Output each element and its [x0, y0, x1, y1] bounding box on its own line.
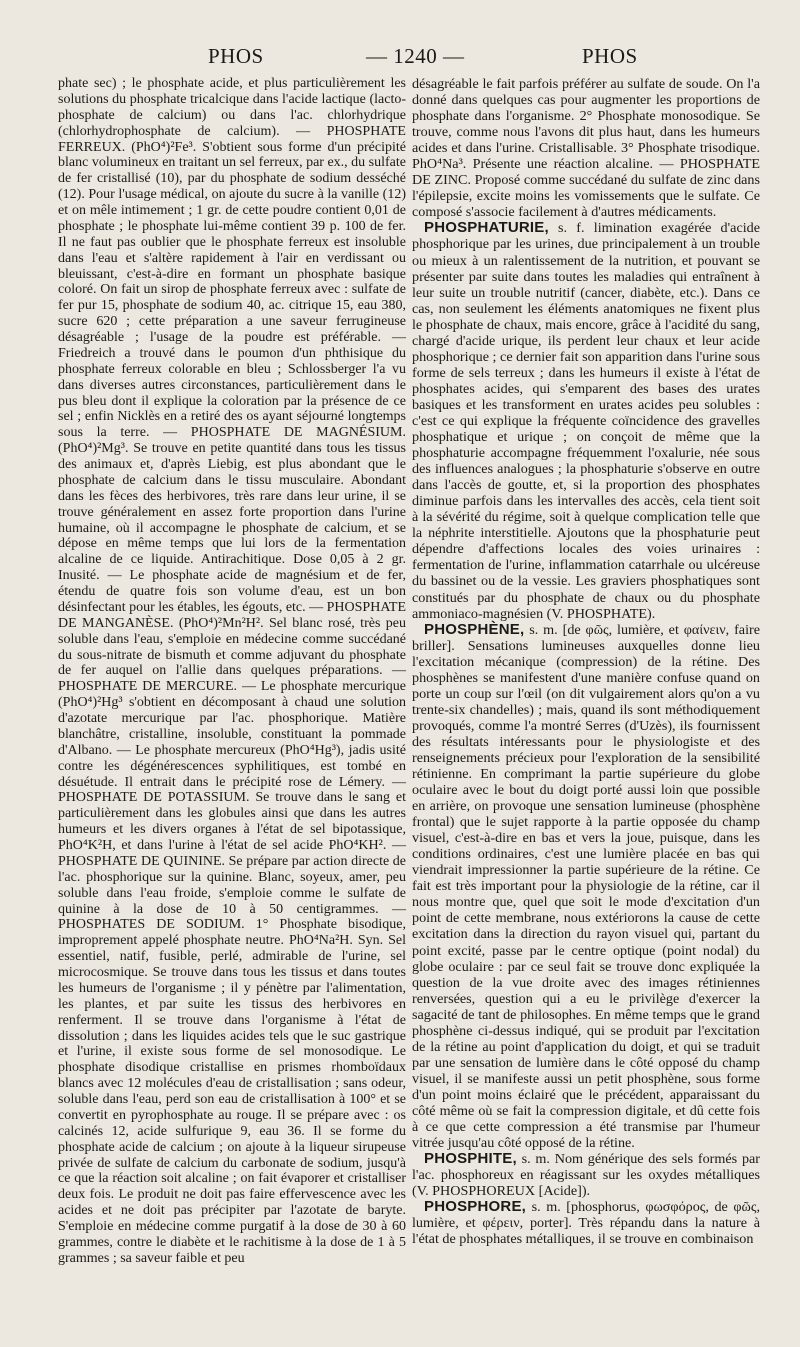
entry-body-phosphaturie: s. f. limination exagérée d'acide phosphorique par les urines, due principalement à un trouble ou mieux à un ralentissement de la nutrition, et pouvant se présenter par suite dans toutes les maladies qui entraînent à leur suite un trouble nutritif (cancer, diabète, etc.). Dans ce cas, non seulement les éléments anatomiques ne fixent plus le phosphate de chaux, mais encore, grâce à l'acidité du sang, chargé d'acide urique, ils perdent leur chaux et leur acide phosphorique ; ce dernier fait son apparition dans l'urine sous forme de sels terreux ; dans les humeurs il existe à l'état de phosphates acides, qui s'emparent des bases des urates basiques et les transforment en urates acides peu solubles : c'est ce qui explique la fréquente coïncidence des gravelles phosphatique et urique ; on conçoit de même que la phosphaturie accompagne fréquemment l'oxalurie, née sous des influences analogues ; la phosphaturie s'observe en outre dans l'accès de goutte, et, si la proportion des phosphates diminue parfois dans les intervalles des accès, cela tient soit à la sévérité du régime, soit à quelque complication telle que la néphrite interstitielle. Ajoutons que la phosphaturie peut dépendre d'affections locales des voies urinaires : fermentation de l'urine, inflammation catarrhale ou ulcéreuse du bassinet ou de la vessie. Les graviers phosphatiques sont constitués par du phosphate de chaux ou du phosphate ammoniaco-magnésien (V. PHOSPHATE). [412, 220, 760, 622]
running-head-right: PHOS [582, 44, 638, 68]
entry-body-phosphore: s. m. [phosphorus, φωσφόρος, de φῶς, lumière, et φέρειν, porter]. Très répandu dans la nature à l'état de phosphates métalliques, il se trouve en combinaison [412, 1199, 760, 1248]
headword-phosphore: PHOSPHORE, [424, 1198, 527, 1216]
headword-phosphite: PHOSPHITE, [424, 1150, 517, 1168]
headword-phosphaturie: PHOSPHATURIE, [424, 219, 549, 237]
entry-phosphaturie [412, 220, 760, 621]
page-header [58, 44, 758, 74]
entry-phosphore [412, 1199, 760, 1247]
entry-body-phosphene: s. m. [de φῶς, lumière, et φαίνειν, faire briller]. Sensations lumineuses auxquelles donne lieu l'excitation mécanique (compression) de la rétine. Des phosphènes se manifestent d'une manière confuse quand on porte un coup sur l'œil (on dit vulgairement alors qu'on a vu trente-six chandelles) ; mais, quand ils sont méthodiquement provoqués, comme l'a montré Serres (d'Uzès), ils fournissent des résultats intéressants pour le physiologiste et des renseignements précieux pour l'exploration de la sensibilité rétinienne. En comprimant la partie supérieure du globe oculaire avec le bout du doigt porté aussi loin que possible en arrière, on provoque une sensation lumineuse (phosphène frontal) que le sujet rapporte à la partie opposée du champ visuel, c'est-à-dire en bas et vers la joue, puisque, dans les conditions ordinaires, c'est une lumière placée en bas qui viendrait impressionner la partie supérieure de la rétine. Ce fait est très important pour la physiologie de la rétine, car il nous montre que, quel que soit le mode d'excitation d'un point de cette membrane, nous extériorons la cause de cette excitation dans la direction du rayon visuel qui, partant du point excité, passe par le centre optique (point nodal) du globe oculaire : par ce seul fait se trouve donc expliquée la question de la vue droite avec des images rétiniennes renversées, question qui a eu le privilège d'exercer la sagacité de tant de philosophes. En même temps que le grand phosphène ci-dessus indiqué, qui se produit par l'excitation de la rétine au point d'application du doigt, et qui se traduit par une sensation de lumière dans le côté opposé du champ visuel, il se manifeste aussi un petit phosphène, sous forme d'un point moins éclairé que le précédent, apparaissant du côté même où se fait la compression digitale, et dû cette fois à ce que cette compression a été transmise par l'humeur vitrée jusqu'au côté opposé de la rétine. [412, 621, 760, 1152]
page-number: — 1240 — [366, 44, 465, 68]
phosphate-continuation: désagréable le fait parfois préférer au sulfate de soude. On l'a donné dans quelques cas pour augmenter les proportions de phosphate dans l'organisme. 2° Phosphate monosodique. Se trouve, comme nous l'avons dit plus haut, dans les humeurs acides et dans l'urine. Cristallisable. 3° Phosphate trisodique. PhO⁴Na³. Présente une réaction alcaline. — PHOSPHATE DE ZINC. Proposé comme succédané du sulfate de zinc dans l'épilepsie, excite moins les vomissements que le sulfate. Ce composé s'associe facilement à d'autres médicaments. [412, 76, 760, 221]
entry-body-phosphite: s. m. Nom générique des sels formés par l'ac. phosphoreux en réagissant sur les oxydes métalliques (V. PHOSPHOREUX [Acide]). [412, 1151, 760, 1200]
right-column [412, 76, 760, 1247]
left-column [58, 76, 406, 1267]
left-column-text: phate sec) ; le phosphate acide, et plus particulièrement les solutions du phosphate tricalcique dans l'acide lactique (lacto-phosphate de calcium) ou dans l'ac. chlorhydrique (chlorhydrophosphate de calcium). — PHOSPHATE FERREUX. (PhO⁴)²Fe³. S'obtient sous forme d'un précipité blanc volumineux en traitant un sel ferreux, par ex., du sulfate de fer cristallisé (10), par du phosphate de sodium desséché (12). Pour l'usage médical, on ajoute du sucre à la vanille (12) et on mêle intimement ; 1 gr. de cette poudre contient 0,01 de phosphate ; le phosphate lui-même contient 39 p. 100 de fer. Il ne faut pas oublier que le phosphate ferreux est insoluble dans l'eau et s'altère rapidement à l'air en verdissant ou bleuissant, c'est-à-dire en formant un phosphate basique coloré. On fait un sirop de phosphate ferreux avec : sulfate de fer pur 15, phosphate de sodium 40, ac. citrique 15, eau 380, sucre 620 ; cette préparation a une saveur ferrugineuse désagréable ; l'usage de la poudre est préférable. — Friedreich a trouvé dans le poumon d'un phthisique du phosphate ferreux colorable en bleu ; Schlossberger l'a vu dans diverses autres circonstances, particulièrement dans le pus bleu dont il explique la coloration par la présence de ce sel ; enfin Nicklès en a retiré des os ayant séjourné longtemps sous la terre. — PHOSPHATE DE MAGNÉSIUM. (PhO⁴)²Mg³. Se trouve en petite quantité dans tous les tissus des animaux et, d'après Liebig, est plus abondant que le phosphate de calcium dans le tissu musculaire. Abondant dans les fèces des herbivores, très rare dans leur urine, il se trouve généralement en assez forte proportion dans l'urine humaine, où il accompagne le phosphate de calcium, et se dépose en même temps que lui lors de la fermentation alcaline de ce liquide. Antirachitique. Dose 0,05 à 2 gr. Inusité. — Le phosphate acide de magnésium et de fer, étendu de quatre fois son volume d'eau, est un bon désinfectant pour les étables, les égouts, etc. — PHOSPHATE DE MANGANÈSE. (PhO⁴)²Mn²H². Sel blanc rosé, très peu soluble dans l'eau, s'emploie en médecine comme succédané du sous-nitrate de bismuth et comme adjuvant du phosphate de fer auquel on l'allie dans quelques préparations. — PHOSPHATE DE MERCURE. — Le phosphate mercurique (PhO⁴)²Hg³ s'obtient en décomposant à chaud une solution d'azotate mercurique par l'ac. phosphorique. Matière blanchâtre, cristalline, insoluble, constituant la pommade d'Albano. — Le phosphate mercureux (PhO⁴Hg³), jadis usité contre les dégénérescences syphilitiques, est tombé en désuétude. Il entrait dans le précipité rose de Lémery. — PHOSPHATE DE POTASSIUM. Se trouve dans le sang et particulièrement dans les globules ainsi que dans les autres humeurs et les divers organes à l'état de sel bipotassique, PhO⁴K²H, et dans l'urine à l'état de sel acide PhO⁴KH². — PHOSPHATE DE QUININE. Se prépare par action directe de l'ac. phosphorique sur la quinine. Blanc, soyeux, amer, peu soluble dans l'eau froide, s'emploie comme le sulfate de quinine à la dose de 10 à 50 centigrammes. — PHOSPHATES DE SODIUM. 1° Phosphate bisodique, improprement appelé phosphate neutre. PhO⁴Na²H. Syn. Sel essentiel, natif, fusible, perlé, admirable de l'urine, sel microcosmique. Se trouve dans tous les tissus et dans toutes les humeurs de l'organisme ; il y pénètre par l'alimentation, les plantes, et par suite les tissus des herbivores en renferment. Il se trouve dans l'organisme à l'état de dissolution ; dans les liquides acides tels que le suc gastrique et l'urine, il existe sous forme de sel monosodique. Le phosphate disodique cristallise en prismes rhomboïdaux blancs avec 12 molécules d'eau de cristallisation ; sans odeur, soluble dans l'eau, perd son eau de cristallisation à 100° et se convertit en pyrophosphate au rouge. Il se prépare avec : os calcinés 12, acide sulfurique 9, eau 36. Il se forme du phosphate acide de calcium ; on ajoute à la liqueur sirupeuse privée de sulfate de calcium du carbonate de sodium, jusqu'à ce que la réaction soit alcaline ; on fait évaporer et cristalliser deux fois. Le produit ne doit pas faire effervescence avec les acides et ne doit pas précipiter par l'azotate de baryte. S'emploie en médecine comme purgatif à la dose de 30 à 60 grammes, contre le diabète et le rachitisme à la dose de 1 à 5 grammes ; sa saveur faible et peu [58, 76, 406, 1266]
entry-phosphite [412, 1151, 760, 1199]
headword-phosphene: PHOSPHÈNE, [424, 620, 525, 638]
entry-phosphene [412, 622, 760, 1152]
running-head-left: PHOS [208, 44, 264, 68]
